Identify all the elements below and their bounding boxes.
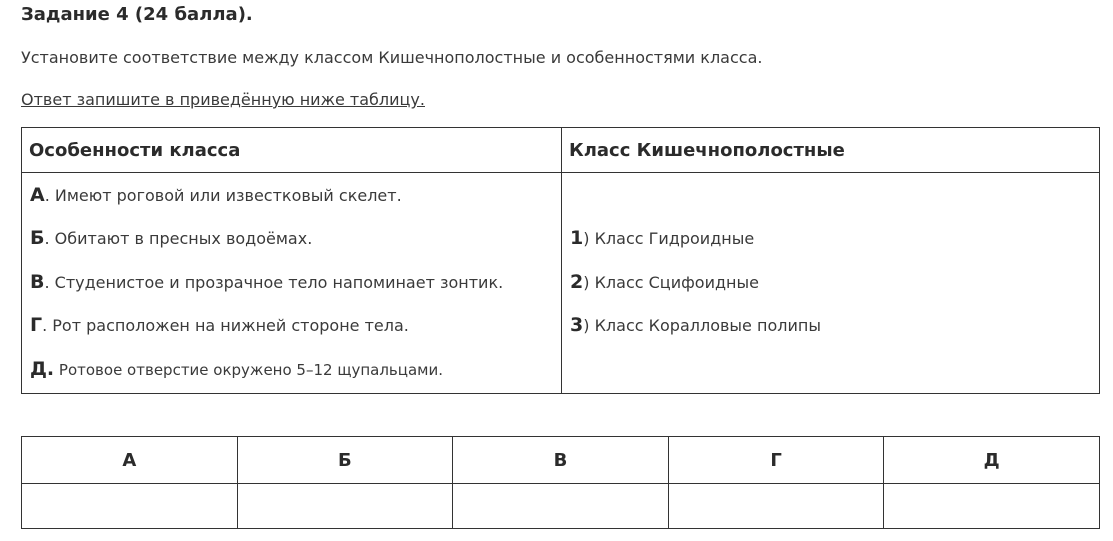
task-instruction: Установите соответствие между классом Кишечнополостные и особенностями класса. xyxy=(21,48,763,67)
answer-header-g: Г xyxy=(668,437,884,484)
classes-header: Класс Кишечнополостные xyxy=(562,128,1100,173)
task-title: Задание 4 (24 балла). xyxy=(21,4,253,25)
feature-letter: Г xyxy=(30,314,43,336)
feature-text: Ротовое отверстие окружено 5–12 щупальцами. xyxy=(54,361,443,379)
features-header: Особенности класса xyxy=(22,128,562,173)
answer-cell-v[interactable] xyxy=(453,484,669,529)
answer-table xyxy=(21,436,1100,529)
class-item xyxy=(570,271,759,293)
feature-text: . Студенистое и прозрачное тело напоминает зонтик. xyxy=(44,273,504,292)
feature-item xyxy=(30,358,443,380)
answer-header-a: А xyxy=(22,437,238,484)
feature-letter: Д. xyxy=(30,358,55,380)
features-cell xyxy=(22,173,562,394)
classes-cell xyxy=(562,173,1100,394)
answer-note: Ответ запишите в приведённую ниже таблицу. xyxy=(21,90,425,109)
answer-cell-b[interactable] xyxy=(237,484,453,529)
feature-letter: В xyxy=(30,271,45,293)
feature-item xyxy=(30,184,402,206)
class-item xyxy=(570,314,821,336)
class-text: ) Класс Коралловые полипы xyxy=(583,316,821,335)
answer-header-b: Б xyxy=(237,437,453,484)
feature-text: . Обитают в пресных водоёмах. xyxy=(44,229,313,248)
feature-item xyxy=(30,314,409,336)
class-number: 2 xyxy=(570,271,584,293)
answer-header-v: В xyxy=(453,437,669,484)
feature-text: . Рот расположен на нижней стороне тела. xyxy=(42,316,409,335)
class-item xyxy=(570,227,754,249)
feature-letter: А xyxy=(30,184,45,206)
answer-cell-a[interactable] xyxy=(22,484,238,529)
matching-table xyxy=(21,127,1100,394)
answer-header-d: Д xyxy=(884,437,1100,484)
answer-cell-g[interactable] xyxy=(668,484,884,529)
class-text: ) Класс Сцифоидные xyxy=(583,273,759,292)
answer-cell-d[interactable] xyxy=(884,484,1100,529)
class-number: 3 xyxy=(570,314,584,336)
feature-item xyxy=(30,227,312,249)
feature-letter: Б xyxy=(30,227,45,249)
feature-item xyxy=(30,271,503,293)
class-number: 1 xyxy=(570,227,584,249)
class-text: ) Класс Гидроидные xyxy=(583,229,755,248)
feature-text: . Имеют роговой или известковый скелет. xyxy=(44,186,402,205)
